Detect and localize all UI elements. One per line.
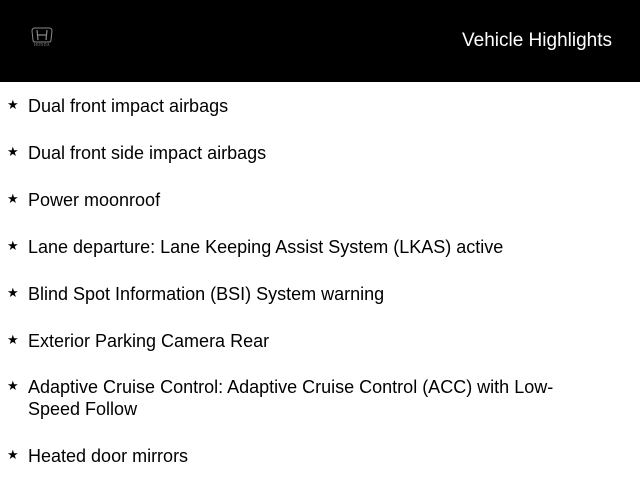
highlight-text: Dual front impact airbags — [28, 96, 229, 116]
highlight-text: Adaptive Cruise Control: Adaptive Cruise Control (ACC) with Low-Speed Follow — [28, 377, 554, 419]
logo-wordmark: HONDA — [34, 42, 50, 47]
highlight-text: Dual front side impact airbags — [28, 143, 267, 163]
star-icon: ★ — [7, 286, 19, 301]
star-icon: ★ — [7, 239, 19, 254]
highlight-text: Blind Spot Information (BSI) System warning — [28, 284, 385, 304]
page-title: Vehicle Highlights — [462, 30, 612, 51]
star-icon: ★ — [7, 145, 19, 160]
header-bar — [0, 0, 640, 82]
star-icon: ★ — [7, 333, 19, 348]
highlight-text: Exterior Parking Camera Rear — [28, 331, 270, 351]
star-icon: ★ — [7, 192, 19, 207]
star-icon: ★ — [7, 98, 19, 113]
highlight-text: Lane departure: Lane Keeping Assist System (LKAS) active — [28, 237, 504, 257]
star-icon: ★ — [7, 379, 19, 394]
honda-logo — [27, 27, 57, 51]
highlight-text: Power moonroof — [28, 190, 161, 210]
star-icon: ★ — [7, 448, 19, 463]
highlight-text: Heated door mirrors — [28, 446, 189, 466]
